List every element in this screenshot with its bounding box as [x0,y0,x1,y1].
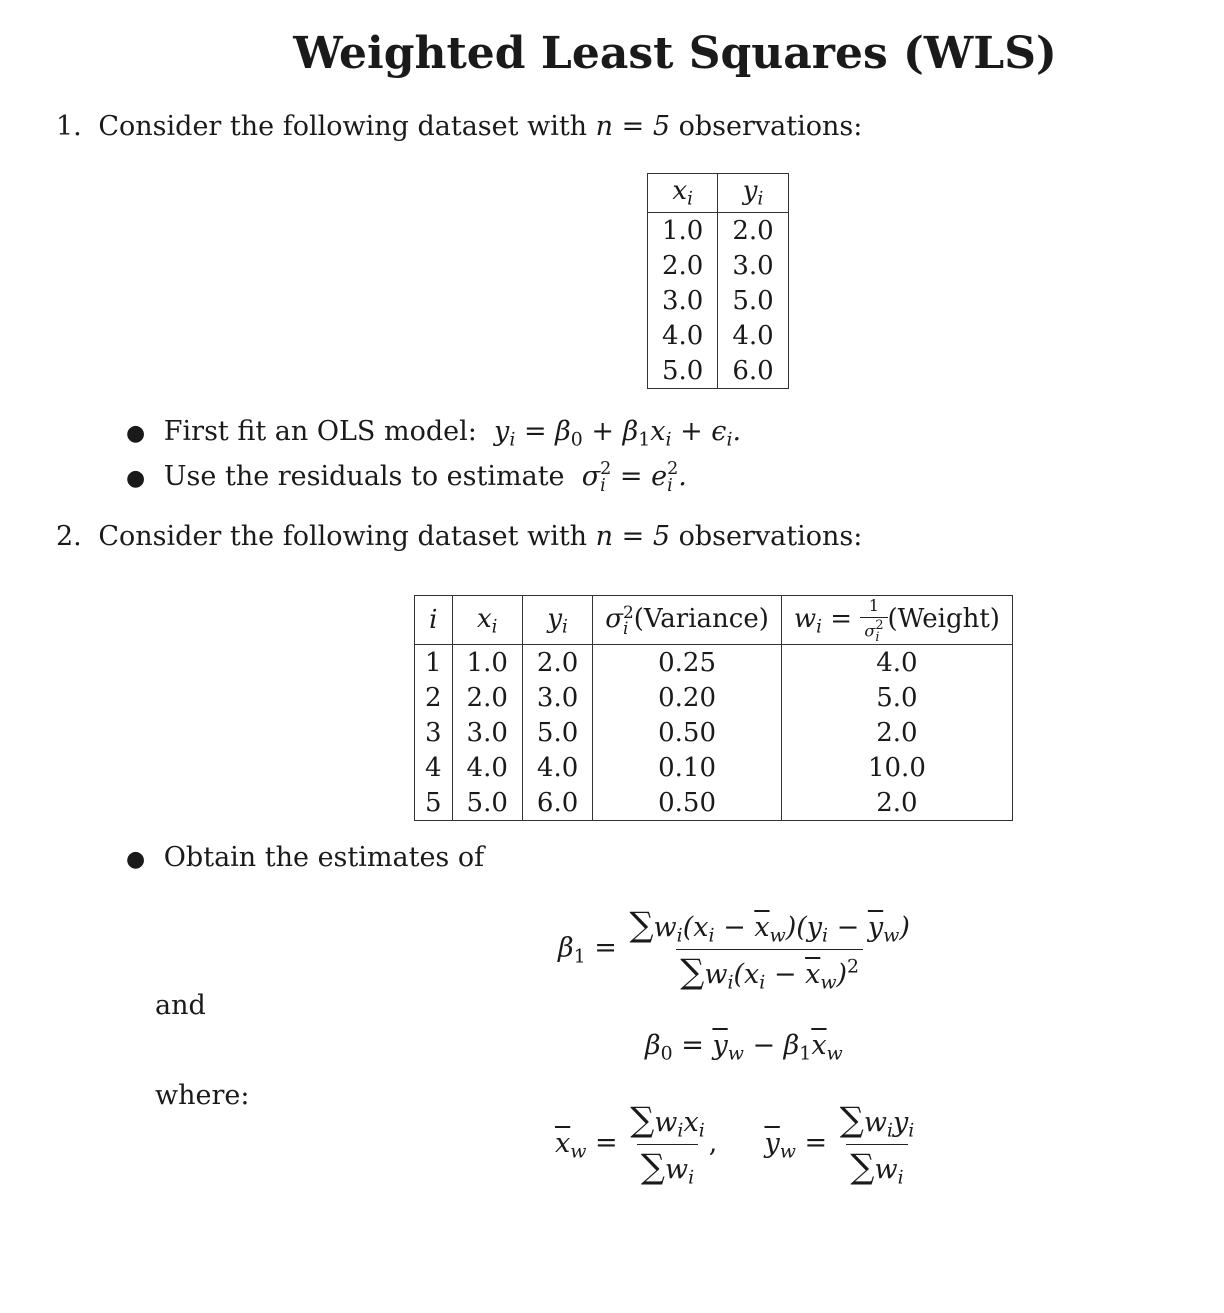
question-1-intro: 1. Consider the following dataset with n = 5 observations: [56,111,863,142]
table-cell: 5.0 [718,283,788,318]
bullet-icon: ● [126,847,146,872]
table-cell: 2.0 [648,248,718,283]
weighted-means-formula: $\overline{x}_w$ = $\frac{\sum w_ix_i}{\sum w_i}$ , $\overline{y}_w$ = $\frac{\sum w_iy_i}{\sum w_i}$ [555,1100,915,1189]
table-cell: 0.20 [593,680,782,715]
table-row [415,785,1013,821]
table-row [415,750,1013,785]
table-cell: 1 [415,645,453,681]
table-cell: 2.0 [452,680,522,715]
q2-bullet-estimates: ● Obtain the estimates of [126,842,485,873]
ols-model-equation: $y_i = \beta_0 + \beta_1x_i + \epsilon_i$. [485,416,742,451]
question-1-number: 1. [56,111,82,142]
table-cell: 10.0 [781,750,1012,785]
table-row [648,248,789,283]
table-cell: 5.0 [522,715,592,750]
beta1-formula: $\beta_1$ = $\frac{\sum w_i(x_i - \overline{x}_w)(y_i - \overline{y}_w)}{\sum w_i(x_i - \overline{x}_w)^2}$ [558,905,910,994]
where-label: where: [155,1080,250,1111]
table-cell: 6.0 [718,353,788,389]
table-cell: 0.25 [593,645,782,681]
table-cell: 5 [415,785,453,821]
table-cell: 4 [415,750,453,785]
table2-header-y: $y_i$ [522,596,592,645]
variance-equation: σ2 i = e2 i . [573,459,687,496]
table2-header-weight: $w_i$ = 1 σ2 i (Weight) [781,596,1012,645]
table-cell: 2 [415,680,453,715]
table1-header-y: $y_i$ [718,174,788,213]
dataset-table-2 [414,595,1013,821]
table-cell: 0.50 [593,785,782,821]
table-cell: 2.0 [522,645,592,681]
table-cell: 1.0 [648,213,718,249]
table-row [415,715,1013,750]
question-2-number: 2. [56,521,82,552]
table2-header-i: i [415,596,453,645]
table-row [415,645,1013,681]
page-title: Weighted Least Squares (WLS) [293,28,1057,79]
question-2-intro: 2. Consider the following dataset with n = 5 observations: [56,521,863,552]
beta0-formula: $\beta_0 = \overline{y}_w - \beta_1\overline{x}_w$ [645,1030,843,1065]
table-cell: 3 [415,715,453,750]
table2-header-variance: σ2 i (Variance) [593,596,782,645]
table-cell: 2.0 [781,785,1012,821]
table-row [648,213,789,249]
table-cell: 4.0 [718,318,788,353]
table-cell: 0.10 [593,750,782,785]
table-cell: 6.0 [522,785,592,821]
table-cell: 0.50 [593,715,782,750]
bullet-icon: ● [126,466,146,492]
table-cell: 1.0 [452,645,522,681]
q1-bullet-ols: ● First fit an OLS model: $y_i = \beta_0 + \beta_1x_i + \epsilon_i$. [126,416,742,451]
table-cell: 2.0 [781,715,1012,750]
table-row [648,283,789,318]
table-cell: 3.0 [718,248,788,283]
table-cell: 4.0 [781,645,1012,681]
table-cell: 3.0 [648,283,718,318]
table-cell: 2.0 [718,213,788,249]
table-cell: 5.0 [648,353,718,389]
table2-header-x: $x_i$ [452,596,522,645]
dataset-table-1 [647,173,789,389]
table-cell: 5.0 [452,785,522,821]
table-cell: 5.0 [781,680,1012,715]
and-label: and [155,990,206,1021]
table-cell: 3.0 [452,715,522,750]
q1-bullet-residuals: ● Use the residuals to estimate σ2 i = e2 i . [126,459,687,496]
table-cell: 4.0 [452,750,522,785]
table-cell: 3.0 [522,680,592,715]
table-row [648,318,789,353]
bullet-icon: ● [126,421,146,446]
table1-header-x: $x_i$ [648,174,718,213]
table-cell: 4.0 [648,318,718,353]
table-row [648,353,789,389]
table-cell: 4.0 [522,750,592,785]
table-row [415,680,1013,715]
